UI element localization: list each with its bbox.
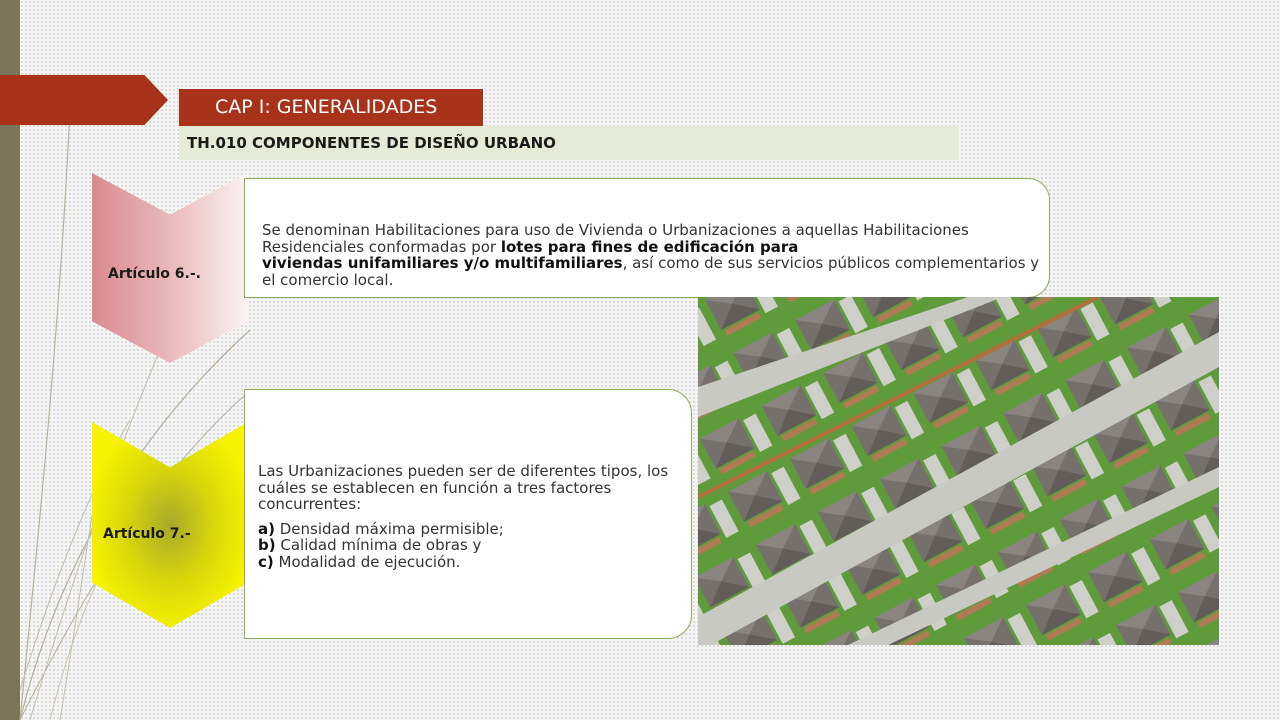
article-7-intro: Las Urbanizaciones pueden ser de diferentes tipos, los cuáles se establecen en función a tres factores concurrentes:: [258, 462, 669, 513]
chapter-title: CAP I: GENERALIDADES: [179, 89, 483, 126]
article-6-text: [262, 222, 1042, 288]
article-7-factors: [258, 521, 686, 571]
article-7-text: [258, 463, 686, 570]
article-6-text-part: Se denominan Habilitaciones para uso de Vivienda o Urbanizaciones a aquellas Habilitaciones Residenciales conformadas por: [262, 221, 969, 256]
factor-c: [258, 554, 686, 571]
factor-a-key: a): [258, 519, 275, 538]
suburb-aerial-photo: [698, 297, 1219, 645]
article-6-label: Artículo 6.-.: [108, 266, 201, 282]
article-7-label: Artículo 7.-: [103, 526, 191, 542]
factor-b-key: b): [258, 536, 276, 554]
factor-a: [258, 521, 686, 538]
red-arrow-banner: [0, 75, 168, 125]
factor-a-text: Densidad máxima permisible;: [274, 519, 504, 538]
factor-c-text: Modalidad de ejecución.: [273, 552, 461, 571]
article-6-bold-2: viviendas unifamiliares y/o multifamiliares: [262, 254, 623, 272]
section-subtitle: TH.010 COMPONENTES DE DISEÑO URBANO: [179, 126, 959, 160]
factor-b-text: Calidad mínima de obras y: [275, 536, 482, 554]
factor-c-key: c): [258, 552, 274, 571]
article-6-text-end: , así como de sus servicios públicos complementarios y el comercio local.: [262, 254, 1040, 289]
article-6-bold-1: lotes para fines de edificación para: [500, 237, 799, 256]
factor-b: [258, 537, 686, 554]
suburb-illustration: [698, 297, 1219, 645]
